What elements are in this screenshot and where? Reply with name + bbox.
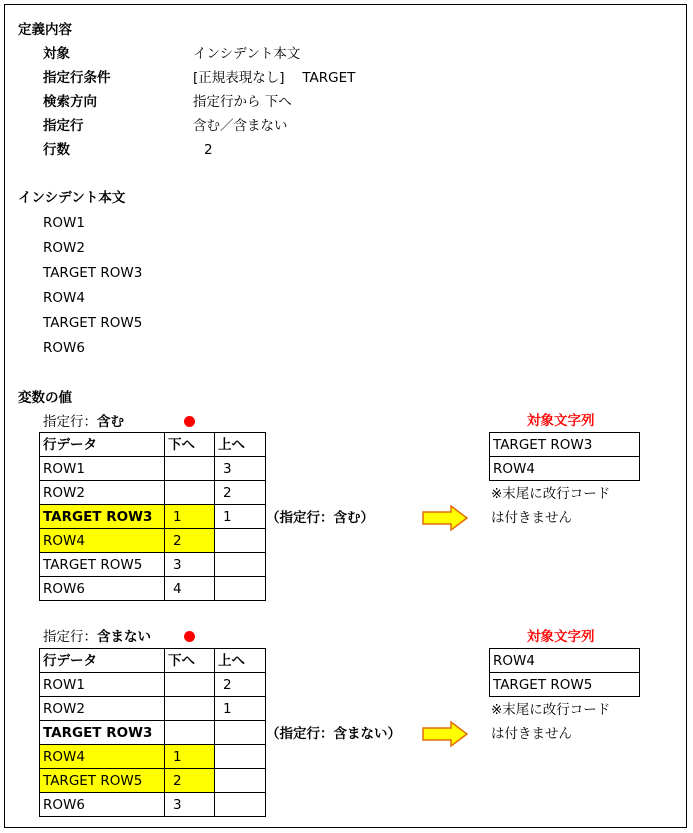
header-row-data: 行データ [40, 433, 165, 457]
cell-data: ROW4 [40, 529, 165, 553]
table-row [40, 697, 266, 721]
cell-up: 1 [215, 697, 266, 721]
cell-up: 2 [215, 481, 266, 505]
cell-down: 1 [165, 505, 215, 529]
cell-down: 2 [165, 529, 215, 553]
cell-up: 1 [215, 505, 266, 529]
table-row [40, 577, 266, 601]
def-label-direction: 検索方向 [43, 94, 97, 110]
cell-down [165, 457, 215, 481]
cell-data: ROW2 [40, 481, 165, 505]
result-cell: ROW4 [490, 457, 640, 481]
def-value-condition: [正規表現なし] TARGET [193, 70, 356, 86]
cell-up [215, 529, 266, 553]
cell-data: ROW2 [40, 697, 165, 721]
cell-data: TARGET ROW5 [40, 553, 165, 577]
result-cell: ROW4 [490, 649, 640, 673]
table-row [40, 529, 266, 553]
cell-data: TARGET ROW3 [40, 721, 165, 745]
cell-up [215, 553, 266, 577]
right-arrow-icon [422, 505, 468, 531]
table-row [490, 649, 640, 673]
cell-down: 4 [165, 577, 215, 601]
cell-down: 3 [165, 793, 215, 817]
header-up: 上へ [215, 433, 266, 457]
table-row [40, 745, 266, 769]
cell-data: ROW4 [40, 745, 165, 769]
table-row [490, 457, 640, 481]
table-include [39, 432, 266, 601]
definition-heading: 定義内容 [18, 22, 72, 38]
cell-up: 3 [215, 457, 266, 481]
cell-up [215, 769, 266, 793]
table-row [40, 457, 266, 481]
def-label-specified-row: 指定行 [43, 118, 84, 134]
cell-up: 2 [215, 673, 266, 697]
cell-down [165, 721, 215, 745]
incident-line: TARGET ROW3 [43, 265, 143, 281]
result-cell: TARGET ROW5 [490, 673, 640, 697]
def-value-direction: 指定行から 下へ [193, 94, 292, 110]
cell-down [165, 481, 215, 505]
def-label-target: 対象 [43, 46, 70, 62]
def-value-row-count: 2 [204, 142, 213, 158]
cell-data: TARGET ROW3 [40, 505, 165, 529]
cell-up [215, 793, 266, 817]
cell-up [215, 745, 266, 769]
table-row [40, 505, 266, 529]
note-line1-exclude: ※末尾に改行コード [491, 702, 611, 718]
note-line2-include: は付きません [491, 510, 572, 526]
result-cell: TARGET ROW3 [490, 433, 640, 457]
cell-down [165, 673, 215, 697]
variables-heading: 変数の値 [18, 390, 72, 406]
red-dot-icon [184, 631, 195, 642]
result-title-exclude: 対象文字列 [527, 629, 595, 645]
table-row [490, 673, 640, 697]
table-exclude [39, 648, 266, 817]
result-table-exclude [489, 648, 640, 697]
result-title-include: 対象文字列 [527, 413, 595, 429]
header-up: 上へ [215, 649, 266, 673]
header-down: 下へ [165, 649, 215, 673]
cell-data: ROW6 [40, 793, 165, 817]
table-row [40, 793, 266, 817]
table-row [490, 433, 640, 457]
incident-line: ROW6 [43, 340, 85, 356]
cell-data: ROW1 [40, 673, 165, 697]
cell-down: 2 [165, 769, 215, 793]
note-line1-include: ※末尾に改行コード [491, 486, 611, 502]
cell-up [215, 577, 266, 601]
def-label-row-count: 行数 [43, 142, 70, 158]
cell-up [215, 721, 266, 745]
def-label-condition: 指定行条件 [43, 70, 111, 86]
incident-line: TARGET ROW5 [43, 315, 143, 331]
note-line2-exclude: は付きません [491, 726, 572, 742]
header-down: 下へ [165, 433, 215, 457]
cell-data: TARGET ROW5 [40, 769, 165, 793]
cell-data: ROW1 [40, 457, 165, 481]
def-value-specified-row: 含む／含まない [193, 118, 288, 134]
table-row [40, 769, 266, 793]
caption-exclude: 指定行：含まない [43, 629, 151, 645]
cell-data: ROW6 [40, 577, 165, 601]
incident-line: ROW4 [43, 290, 85, 306]
table-row [40, 721, 266, 745]
incident-heading: インシデント本文 [18, 190, 126, 206]
cell-down [165, 697, 215, 721]
table-row [40, 553, 266, 577]
result-table-include [489, 432, 640, 481]
caption-include: 指定行：含む [43, 414, 124, 430]
cell-down: 3 [165, 553, 215, 577]
table-row [40, 673, 266, 697]
def-value-target: インシデント本文 [193, 46, 301, 62]
cell-down: 1 [165, 745, 215, 769]
table-row [40, 481, 266, 505]
incident-line: ROW1 [43, 215, 85, 231]
right-arrow-icon [422, 721, 468, 747]
incident-line: ROW2 [43, 240, 85, 256]
header-row-data: 行データ [40, 649, 165, 673]
arrow-label-exclude: （指定行：含まない） [266, 726, 401, 742]
red-dot-icon [184, 416, 195, 427]
arrow-label-include: （指定行：含む） [266, 510, 374, 526]
